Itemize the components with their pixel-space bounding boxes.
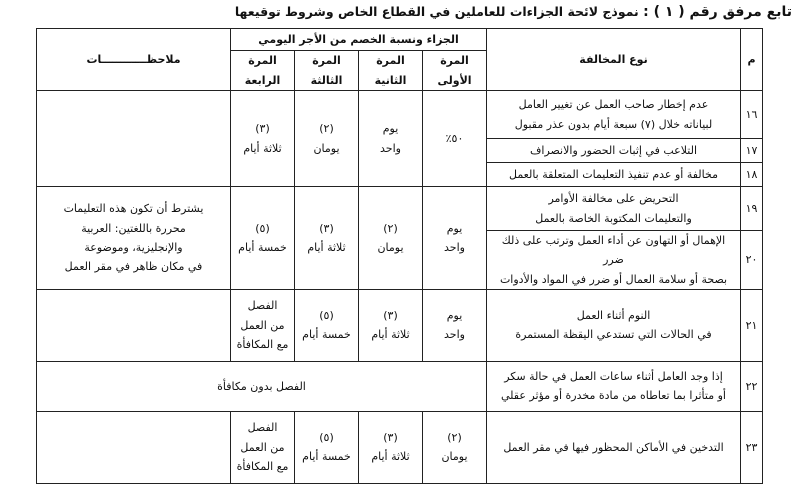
- note-cell: [37, 411, 231, 483]
- header-fourth-l2: الرابعة: [244, 73, 281, 87]
- violation-cell: [487, 187, 741, 231]
- penalty-text: مع المكافأة: [236, 459, 289, 473]
- violation-cell: [487, 91, 741, 139]
- header-fourth-l1: المرة: [248, 54, 277, 68]
- violation-line: الإهمال أو التهاون عن أداء العمل وترتب على ذلك ضرر: [501, 234, 726, 267]
- table-row: [37, 187, 763, 231]
- note-line: في مكان ظاهر في مقر العمل: [64, 260, 203, 274]
- penalty-text: خمسة أيام: [302, 450, 351, 464]
- table-row: [37, 411, 763, 483]
- note-cell: [37, 187, 231, 290]
- penalty-text: خمسة أيام: [302, 328, 351, 342]
- penalty-text: واحد: [380, 141, 401, 155]
- header-first: [423, 51, 487, 91]
- penalty-first: [423, 187, 487, 290]
- penalty-third: [295, 187, 359, 290]
- violation-line: إذا وجد العامل أثناء ساعات العمل في حالة سكر: [504, 370, 723, 383]
- penalty-text: واحد: [444, 240, 465, 254]
- violation-cell: [487, 231, 741, 290]
- penalty-text: من العمل: [240, 440, 285, 454]
- header-notes: ملاحظــــــــــــات: [37, 29, 231, 91]
- violation-line: بصحة أو سلامة العمال أو ضرر في المواد والأدوات: [499, 272, 728, 286]
- header-second-l1: المرة: [376, 54, 405, 68]
- penalty-second: [359, 411, 423, 483]
- penalty-third: [295, 289, 359, 361]
- row-number: ٢٢: [741, 361, 763, 411]
- penalty-third: [295, 91, 359, 187]
- violation-line: في الحالات التي تستدعي اليقظة المستمرة: [515, 328, 712, 342]
- penalty-text: (٣): [383, 309, 398, 322]
- penalty-fourth: [231, 289, 295, 361]
- row-number: ١٧: [741, 139, 763, 163]
- row-number: ١٨: [741, 163, 763, 187]
- header-third-l1: المرة: [312, 54, 341, 68]
- violation-cell: [487, 361, 741, 411]
- header-num: م: [741, 29, 763, 91]
- penalty-fourth: [231, 187, 295, 290]
- row-number: ٢٣: [741, 411, 763, 483]
- penalties-table: [36, 28, 763, 484]
- penalty-text: الفصل: [247, 421, 278, 435]
- penalty-second: [359, 289, 423, 361]
- header-third: [295, 51, 359, 91]
- penalty-text: (٥): [319, 309, 334, 322]
- penalty-text: خمسة أيام: [238, 240, 287, 254]
- header-second-l2: الثانية: [374, 73, 407, 87]
- row-number: ١٦: [741, 91, 763, 139]
- table-row: [37, 361, 763, 411]
- violation-line: النوم أثناء العمل: [576, 309, 651, 322]
- table-row: [37, 289, 763, 361]
- violation-line: التلاعب في إثبات الحضور والانصراف: [529, 143, 698, 157]
- penalty-text: (٥): [319, 431, 334, 444]
- penalty-text: (٢): [447, 431, 462, 444]
- page-title: [8, 4, 792, 20]
- row-number: ٢٠: [741, 231, 763, 290]
- penalty-text: الفصل بدون مكافأة: [217, 379, 306, 393]
- penalty-text: من العمل: [240, 318, 285, 332]
- penalty-text: يومان: [377, 240, 404, 254]
- violation-line: التحريض على مخالفة الأوامر: [548, 192, 679, 206]
- penalty-text: ثلاثة أيام: [243, 141, 282, 155]
- title-text: نموذج لائحة الجزاءات للعاملين في القطاع الخاص وشروط توقيعها: [234, 4, 639, 19]
- header-first-l1: المرة: [440, 54, 469, 68]
- penalty-text: ٥٠٪: [445, 131, 464, 145]
- penalty-text: (٣): [255, 122, 270, 136]
- penalty-first: [423, 411, 487, 483]
- penalty-fourth: [231, 91, 295, 187]
- penalty-text: ثلاثة أيام: [371, 450, 410, 464]
- header-fourth: [231, 51, 295, 91]
- penalty-second: [359, 187, 423, 290]
- title-lead: تابع مرفق رقم ( ١ ) :: [643, 4, 792, 20]
- violation-line: أو متأثرا بما تعاطاه من مادة مخدرة أو مؤثر عقلي: [501, 389, 726, 403]
- penalty-text: (٣): [383, 431, 398, 444]
- violation-cell: [487, 139, 741, 163]
- header-first-l2: الأولى: [437, 73, 472, 87]
- penalty-second: [359, 91, 423, 187]
- table-row: [37, 91, 763, 139]
- penalty-text: ثلاثة أيام: [307, 240, 346, 254]
- note-line: محررة باللغتين: العربية: [81, 221, 186, 235]
- penalty-text: يوم: [446, 221, 463, 235]
- penalty-fourth: [231, 411, 295, 483]
- penalty-text: (٣): [319, 221, 334, 235]
- note-line: والإنجليزية، وموضوعة: [84, 240, 183, 254]
- violation-cell: [487, 289, 741, 361]
- violation-line: والتعليمات المكتوبة الخاصة بالعمل: [535, 211, 692, 225]
- penalty-text: يوم: [446, 309, 463, 322]
- violation-line: مخالفة أو عدم تنفيذ التعليمات المتعلقة بالعمل: [508, 167, 718, 181]
- note-cell: [37, 91, 231, 187]
- row-number: ١٩: [741, 187, 763, 231]
- header-violation: نوع المخالفة: [487, 29, 741, 91]
- penalty-text: يومان: [441, 450, 468, 464]
- penalty-text: الفصل: [247, 299, 278, 313]
- penalty-merged: [37, 361, 487, 411]
- penalty-text: يومان: [313, 141, 340, 155]
- penalty-first: [423, 91, 487, 187]
- violation-cell: [487, 411, 741, 483]
- header-row-top: [37, 29, 763, 51]
- row-number: ٢١: [741, 289, 763, 361]
- penalty-text: (٢): [319, 122, 334, 136]
- penalty-text: يوم: [382, 122, 399, 136]
- violation-line: عدم إخطار صاحب العمل عن تغيير العامل: [518, 98, 709, 112]
- penalty-text: ثلاثة أيام: [371, 328, 410, 342]
- header-third-l2: الثالثة: [310, 73, 343, 87]
- header-penalty-group: الجزاء ونسبة الخصم من الأجر اليومي: [231, 29, 487, 51]
- penalty-text: مع المكافأة: [236, 337, 289, 351]
- violation-line: لبياناته خلال (٧) سبعة أيام بدون عذر مقبول: [514, 117, 713, 131]
- penalty-text: (٥): [255, 221, 270, 235]
- penalty-text: (٢): [383, 221, 398, 235]
- violation-cell: [487, 163, 741, 187]
- penalty-third: [295, 411, 359, 483]
- note-line: يشترط أن تكون هذه التعليمات: [63, 202, 204, 216]
- violation-line: التدخين في الأماكن المحظور فيها في مقر العمل: [503, 440, 724, 454]
- header-second: [359, 51, 423, 91]
- penalty-first: [423, 289, 487, 361]
- penalty-text: واحد: [444, 328, 465, 342]
- note-cell: [37, 289, 231, 361]
